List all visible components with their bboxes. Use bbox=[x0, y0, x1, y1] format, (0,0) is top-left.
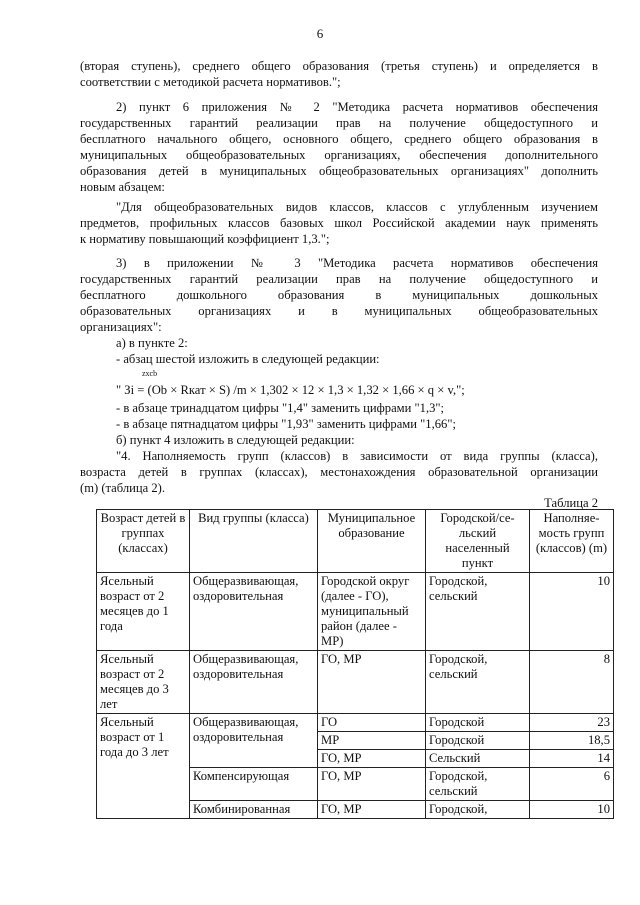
text-line: - в абзаце пятнадцатом цифры "1,93" заменить цифрами "1,66"; bbox=[116, 417, 456, 431]
text-line: а) в пункте 2: bbox=[116, 336, 188, 350]
text-line: соответствии с методикой расчета нормативов."; bbox=[80, 75, 341, 89]
table-caption: Таблица 2 bbox=[544, 496, 598, 510]
text-line: новым абзацем: bbox=[80, 180, 165, 194]
municipality-cell: ГО, МР bbox=[318, 750, 426, 768]
formula-subscript: zxcb bbox=[142, 369, 158, 378]
text-line: организациях": bbox=[80, 320, 162, 334]
municipality-cell: ГО, МР bbox=[318, 768, 426, 801]
age-cell: Ясельный возраст от 2 месяцев до 3 лет bbox=[97, 651, 190, 714]
text-line: бесплатного начального общего, основного общего, среднего общего образования в bbox=[80, 132, 598, 146]
municipality-cell: ГО, МР bbox=[318, 651, 426, 714]
municipality-cell: ГО bbox=[318, 714, 426, 732]
text-line: возраста детей в группах (классах), местонахождения образовательной организации bbox=[80, 465, 598, 479]
text-line: - абзац шестой изложить в следующей редакции: bbox=[116, 352, 380, 366]
page-number: 6 bbox=[316, 26, 324, 41]
group-type-cell: Общеразвивающая, оздоровительная bbox=[190, 573, 318, 651]
occupancy-cell: 10 bbox=[530, 801, 614, 819]
settlement-cell: Городской, сельский bbox=[426, 573, 530, 651]
text-line: бесплатного дошкольного образования в муниципальных дошкольных bbox=[80, 288, 598, 302]
occupancy-cell: 23 bbox=[530, 714, 614, 732]
group-type-cell: Компенсирующая bbox=[190, 768, 318, 801]
table-row bbox=[97, 651, 614, 714]
group-type-cell: Общеразвивающая, оздоровительная bbox=[190, 651, 318, 714]
settlement-cell: Городской bbox=[426, 732, 530, 750]
text-line: "Для общеобразовательных видов классов, классов с углубленным изучением bbox=[116, 200, 598, 214]
settlement-cell: Сельский bbox=[426, 750, 530, 768]
occupancy-cell: 10 bbox=[530, 573, 614, 651]
table-row bbox=[97, 714, 614, 732]
text-line: "4. Наполняемость групп (классов) в зависимости от вида группы (класса), bbox=[116, 449, 598, 463]
settlement-cell: Городской, сельский bbox=[426, 651, 530, 714]
text-line: (m) (таблица 2). bbox=[80, 481, 166, 495]
text-line: предметов, профильных классов базовых школ Российской академии наук применять bbox=[80, 216, 598, 230]
group-type-cell: Общеразвивающая, оздоровительная bbox=[190, 714, 318, 768]
group-type-cell: Комбинированная bbox=[190, 801, 318, 819]
text-line: к нормативу повышающий коэффициент 1,3."; bbox=[80, 232, 330, 246]
occupancy-cell: 6 bbox=[530, 768, 614, 801]
age-cell: Ясельный возраст от 1 года до 3 лет bbox=[97, 714, 190, 819]
settlement-cell: Городской, bbox=[426, 801, 530, 819]
header-age: Возраст детей в группах (классах) bbox=[97, 510, 190, 573]
header-municipality: Муниципальное образование bbox=[318, 510, 426, 573]
text-line: (вторая ступень), среднего общего образования (третья ступень) и определяется в bbox=[80, 59, 598, 73]
municipality-cell: ГО, МР bbox=[318, 801, 426, 819]
text-line: образования детей в муниципальных общеобразовательных организациях" дополнить bbox=[80, 164, 598, 178]
text-line: образовательных организациях и в муниципальных общеобразовательных bbox=[80, 304, 598, 318]
table-header-row bbox=[97, 510, 614, 573]
occupancy-cell: 18,5 bbox=[530, 732, 614, 750]
occupancy-table bbox=[96, 509, 614, 819]
text-line: б) пункт 4 изложить в следующей редакции: bbox=[116, 433, 355, 447]
municipality-cell: МР bbox=[318, 732, 426, 750]
text-line: - в абзаце тринадцатом цифры "1,4" заменить цифрами "1,3"; bbox=[116, 401, 445, 415]
text-line: 2) пункт 6 приложения № 2 "Методика расчета нормативов обеспечения bbox=[116, 100, 598, 114]
settlement-cell: Городской bbox=[426, 714, 530, 732]
occupancy-cell: 14 bbox=[530, 750, 614, 768]
header-group-type: Вид группы (класса) bbox=[190, 510, 318, 573]
header-occupancy: Наполняе-мость групп (классов) (m) bbox=[530, 510, 614, 573]
occupancy-cell: 8 bbox=[530, 651, 614, 714]
header-settlement: Городской/се-льский населенный пункт bbox=[426, 510, 530, 573]
text-line: муниципальных общеобразовательных организациях, обеспечения дополнительного bbox=[80, 148, 598, 162]
text-line: государственных гарантий реализации прав на получение общедоступного и bbox=[80, 116, 598, 130]
settlement-cell: Городской, сельский bbox=[426, 768, 530, 801]
text-line: государственных гарантий реализации прав на получение общедоступного и bbox=[80, 272, 598, 286]
table-row bbox=[97, 573, 614, 651]
formula-line: " Зi = (Ob × Rкат × S) /m × 1,302 × 12 × 1,3 × 1,32 × 1,66 × q × v,"; bbox=[116, 383, 465, 397]
text-line: 3) в приложении № 3 "Методика расчета нормативов обеспечения bbox=[116, 256, 598, 270]
municipality-cell: Городской округ (далее - ГО), муниципальный район (далее - МР) bbox=[318, 573, 426, 651]
age-cell: Ясельный возраст от 2 месяцев до 1 года bbox=[97, 573, 190, 651]
